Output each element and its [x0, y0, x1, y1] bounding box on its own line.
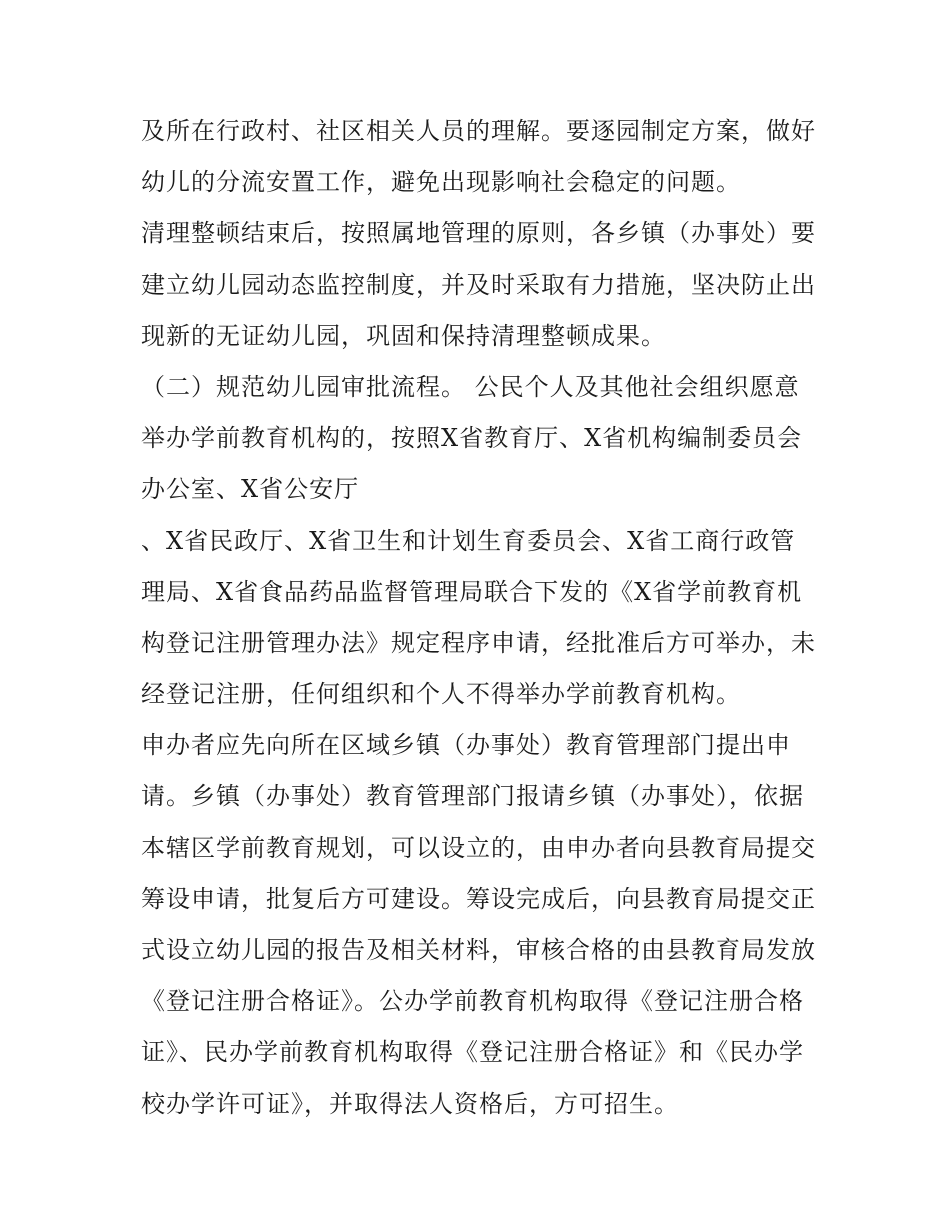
text-line: 理局、X省食品药品监督管理局联合下发的《X省学前教育机: [141, 577, 803, 606]
text-line: 申办者应先向所在区域乡镇（办事处）教育管理部门提出申: [141, 731, 791, 760]
text-line: 建立幼儿园动态监控制度，并及时采取有力措施，坚决防止出: [141, 270, 816, 299]
text-line: 证》、民办学前教育机构取得《登记注册合格证》和《民办学: [141, 1038, 804, 1067]
text-line: 请。乡镇（办事处）教育管理部门报请乡镇（办事处），依据: [141, 782, 804, 811]
text-line: 及所在行政村、社区相关人员的理解。要逐园制定方案，做好: [141, 117, 816, 145]
text-line: 构登记注册管理办法》规定程序申请，经批准后方可举办，未: [141, 628, 816, 657]
text-line: 现新的无证幼儿园，巩固和保持清理整顿成果。: [141, 321, 666, 350]
section-heading-line: （二）规范幼儿园审批流程。 公民个人及其他社会组织愿意: [141, 372, 800, 401]
text-line: 举办学前教育机构的，按照X省教育厅、X省机构编制委员会: [141, 424, 803, 453]
text-line: 本辖区学前教育规划，可以设立的，由申办者向县教育局提交: [141, 833, 816, 862]
text-line: 幼儿的分流安置工作，避免出现影响社会稳定的问题。: [141, 168, 741, 197]
text-line: 《登记注册合格证》。公办学前教育机构取得《登记注册合格: [141, 987, 804, 1016]
text-line: 筹设申请，批复后方可建设。筹设完成后，向县教育局提交正: [141, 884, 816, 913]
document-body: [141, 106, 821, 1130]
text-line: 清理整顿结束后，按照属地管理的原则，各乡镇（办事处）要: [141, 219, 816, 248]
text-line: 办公室、X省公安厅: [141, 475, 360, 504]
text-line: 、X省民政厅、X省卫生和计划生育委员会、X省工商行政管: [141, 526, 796, 555]
text-line: 校办学许可证》，并取得法人资格后，方可招生。: [141, 1089, 679, 1118]
text-line: 经登记注册，任何组织和个人不得举办学前教育机构。: [141, 680, 741, 709]
text-line: 式设立幼儿园的报告及相关材料，审核合格的由县教育局发放: [141, 936, 816, 964]
